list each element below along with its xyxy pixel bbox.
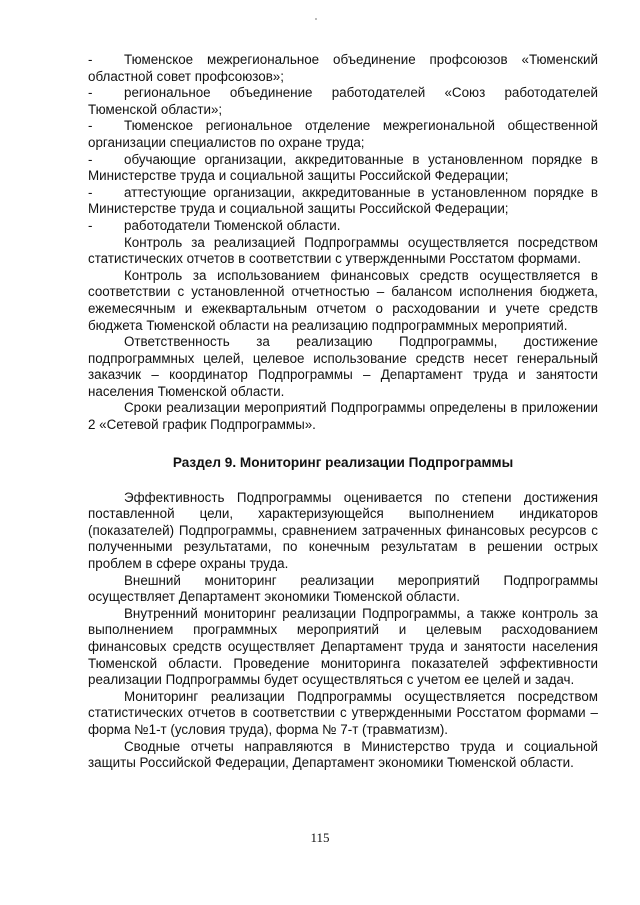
list-item-text: Тюменское региональное отделение межрегиональной общественной организации специалистов по охране труда; (88, 118, 598, 150)
list-item-text: обучающие организации, аккредитованные в установленном порядке в Министерстве труда и социальной защиты Российской Федерации; (88, 151, 598, 184)
list-item-text: региональное объединение работодателей «Союз работодателей Тюменской области»; (88, 85, 598, 117)
paragraph: Эффективность Подпрограммы оценивается по степени достижения поставленной цели, характеризующейся выполнением индикаторов (показателей) Подпрограммы, сравнением затраченных финансовых ресурсов с полученными результатами, по конечным результатам в решении острых проблем в сфере охраны труда. (88, 489, 598, 572)
paragraph: Мониторинг реализации Подпрограммы осуществляется посредством статистических отчетов в соответствии с утвержденными Росстатом формами – форма №1-т (условия труда), форма № 7-т (травматизм). (88, 688, 598, 737)
page-content (88, 52, 598, 772)
control-paragraphs (88, 235, 598, 434)
scan-mark (315, 18, 317, 20)
list-item: - работодатели Тюменской области. (88, 217, 341, 233)
list-item-text: работодатели Тюменской области. (124, 217, 341, 233)
list-item: - Тюменское региональное отделение межрегиональной общественной организации специалистов по охране труда; (88, 118, 598, 150)
section-title: Раздел 9. Мониторинг реализации Подпрограммы (172, 454, 514, 470)
list-item-text: аттестующие организации, аккредитованные в установленном порядке в Министерстве труда и социальной защиты Российской Федерации; (88, 184, 598, 217)
list-item: - региональное объединение работодателей «Союз работодателей Тюменской области»; (88, 85, 598, 117)
paragraph: Сводные отчеты направляются в Министерство труда и социальной защиты Российской Федерации, Департамент экономики Тюменской области. (88, 738, 598, 771)
paragraph: Ответственность за реализацию Подпрограммы, достижение подпрограммных целей, целевое использование средств несет генеральный заказчик – координатор Подпрограммы – Департамент труда и занятости населения Тюменской области. (88, 334, 598, 399)
paragraph: Сроки реализации мероприятий Подпрограммы определены в приложении 2 «Сетевой график Подпрограммы». (88, 400, 598, 433)
paragraph: Контроль за использованием финансовых средств осуществляется в соответствии с установленной отчетностью – балансом исполнения бюджета, ежемесячным и ежеквартальным отчетом о расходовании и учете средств бюджета Тюменской области на реализацию подпрограммных мероприятий. (88, 267, 598, 333)
paragraph: Контроль за реализацией Подпрограммы осуществляется посредством статистических отчетов в соответствии с утвержденными Росстатом формами. (88, 234, 598, 267)
participants-list (88, 52, 598, 235)
paragraph: Внутренний мониторинг реализации Подпрограммы, а также контроль за выполнением программных мероприятий и целевым расходованием финансовых средств осуществляет Департамент труда и занятости населения Тюменской области. Проведение мониторинга показателей эффективности реализации Подпрограммы будет осуществляться с учетом ее целей и задач. (88, 605, 598, 688)
monitoring-paragraphs (88, 490, 598, 772)
list-item: - обучающие организации, аккредитованные в установленном порядке в Министерстве труда и социальной защиты Российской Федерации; (88, 151, 598, 184)
page-number: 115 (310, 830, 330, 845)
list-item: - Тюменское межрегиональное объединение профсоюзов «Тюменский областной совет профсоюзов»; (88, 52, 598, 84)
list-item-text: Тюменское межрегиональное объединение профсоюзов «Тюменский областной совет профсоюзов»; (88, 52, 598, 84)
paragraph: Внешний мониторинг реализации мероприятий Подпрограммы осуществляет Департамент экономики Тюменской области. (88, 572, 598, 605)
list-item: - аттестующие организации, аккредитованные в установленном порядке в Министерстве труда и социальной защиты Российской Федерации; (88, 184, 598, 217)
